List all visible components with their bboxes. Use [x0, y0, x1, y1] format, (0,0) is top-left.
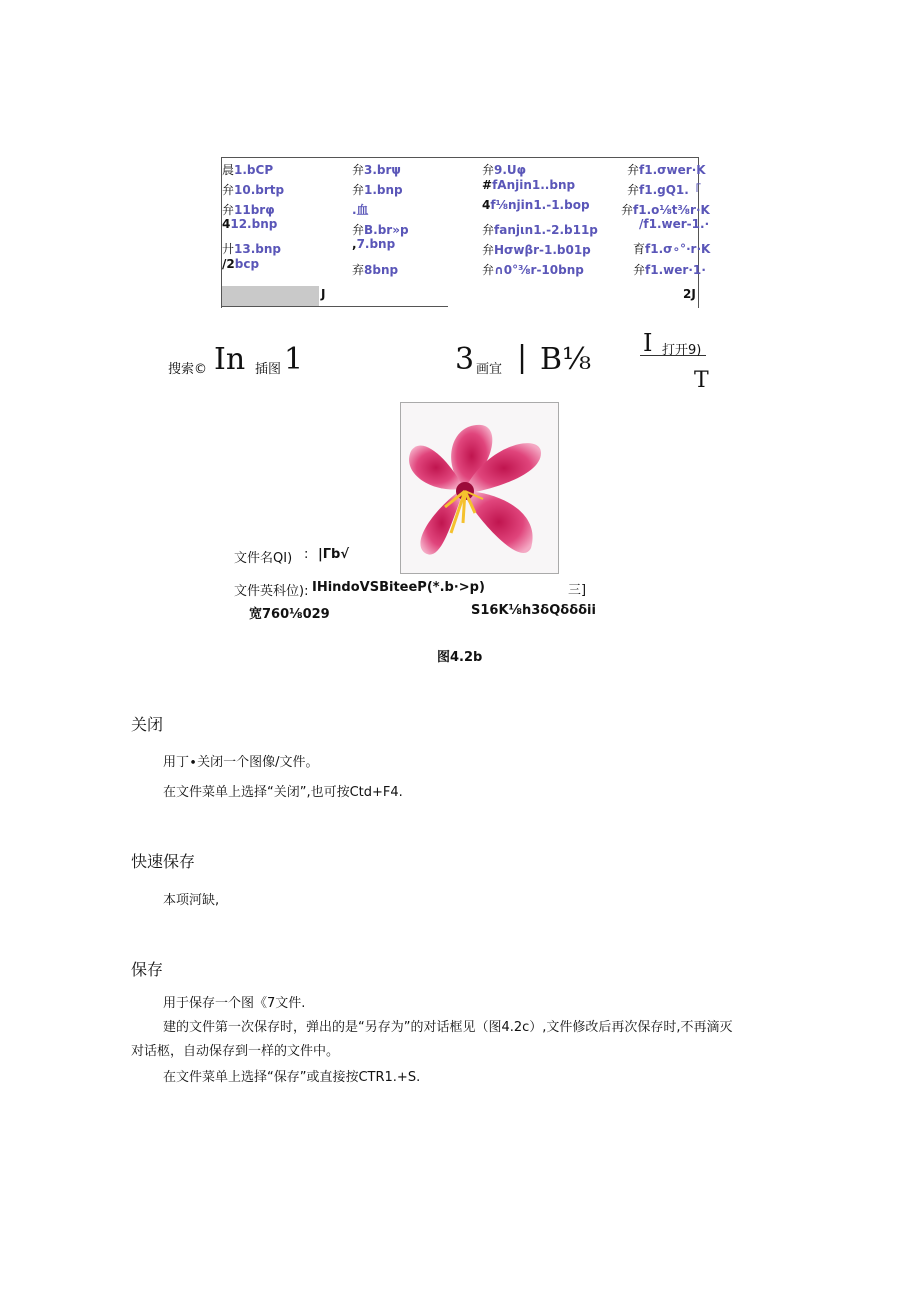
list-corner-left: J — [321, 287, 326, 301]
file-type-dropdown-icon[interactable]: 三] — [568, 583, 587, 598]
file-item[interactable]: 弁9.Uφ — [482, 163, 527, 177]
paragraph: 在文件菜单上选择“保存”或直接按CTR1.+S. — [163, 1070, 421, 1085]
file-item[interactable]: 弁fanjιn1.-2.b11p — [482, 223, 598, 237]
view-label: 画宜 — [476, 362, 503, 377]
insert-number: 1 — [284, 342, 304, 377]
image-preview — [400, 402, 559, 574]
file-item[interactable]: 廾13.bnp — [222, 242, 281, 256]
open-button[interactable] — [640, 329, 706, 358]
file-item[interactable]: ,7.bnp — [352, 237, 396, 251]
file-item[interactable]: 弁f1.wer∙1∙ — [633, 263, 706, 277]
file-item[interactable]: .血 — [352, 203, 369, 217]
list-corner-right: 2J — [683, 287, 696, 301]
image-size-info: S16K⅛h3δQδδδii — [471, 603, 596, 618]
search-label[interactable]: 搜索© — [168, 362, 208, 377]
file-item[interactable]: 弁1.bnp — [352, 183, 403, 197]
file-item[interactable]: /2bcp — [222, 257, 260, 271]
image-width-info: 宽760⅛029 — [249, 607, 330, 622]
section-heading-save: 保存 — [131, 960, 164, 979]
figure-caption: 图4.2b — [437, 650, 483, 665]
view-number: 3 — [455, 342, 475, 377]
search-glyph: In — [214, 342, 246, 377]
paragraph: 本项河缺, — [163, 893, 220, 908]
file-item[interactable]: 弃8bnp — [352, 263, 399, 277]
file-name-label: 文件名QI) — [234, 551, 293, 566]
paragraph: 用丁∙关闭一个图像/文件。 — [163, 755, 319, 770]
file-item[interactable]: /f1.wer-1.∙ — [639, 217, 710, 231]
file-name-input[interactable]: |Γb√ — [318, 547, 350, 562]
open-label: 打开9) — [662, 343, 702, 358]
file-item[interactable]: 弁11brφ — [222, 203, 275, 217]
file-item[interactable]: 弁B.br»p — [352, 223, 409, 237]
file-item[interactable]: 弁3.brψ — [352, 163, 401, 177]
insert-label: 插图 — [255, 362, 282, 377]
file-name-colon: : — [304, 547, 309, 562]
paragraph: 在文件菜单上选择“关闭”,也可按Ctd+F4. — [163, 785, 403, 800]
file-item[interactable]: 弁10.brtp — [222, 183, 285, 197]
file-item[interactable]: 弁Hσwβr-1.b01p — [482, 243, 591, 257]
flower-image — [401, 403, 558, 573]
open-sub-mark: T — [694, 368, 709, 393]
file-list-bottom-border — [221, 306, 448, 307]
file-type-label: 文件英科位): — [234, 584, 309, 599]
view-code: B⅛ — [540, 342, 592, 377]
open-mark: I — [643, 329, 653, 357]
section-heading-close: 关闭 — [131, 715, 164, 734]
section-heading-quick-save: 快速保存 — [131, 852, 196, 871]
file-item[interactable]: 晨1.bCP — [222, 163, 274, 177]
file-item[interactable]: 412.bnp — [222, 217, 278, 231]
file-item[interactable]: 弁f1.o⅛t⅜r∙K — [621, 203, 710, 217]
file-type-select[interactable]: IHindoVSBiteeP(*.b∙>p) — [312, 580, 485, 595]
file-item[interactable]: 4f⅛njin1.-1.bop — [482, 198, 590, 212]
paragraph: 用于保存一个图《7文件. — [163, 996, 306, 1011]
paragraph: 对话柩，自动保存到一样的文件中。 — [131, 1044, 340, 1059]
file-item[interactable]: 弁f1.gQ1.「 — [627, 183, 701, 197]
paragraph: 建的文件第一次保存时，弹出的是“另存为”的对话框见（图4.2c）,文件修改后再次保存时,不再滴灭 — [163, 1020, 733, 1035]
file-item[interactable]: #fAnjin1..bnp — [482, 178, 576, 192]
file-item[interactable]: 弁∩0°⅜r-10bnp — [482, 263, 584, 277]
horizontal-scrollbar-thumb[interactable] — [222, 286, 319, 306]
toolbar-separator: | — [517, 340, 528, 375]
file-item[interactable]: 弁f1.σwer∙K — [627, 163, 706, 177]
file-item[interactable]: 育f1.σ∘°∙r∙K — [633, 242, 711, 256]
